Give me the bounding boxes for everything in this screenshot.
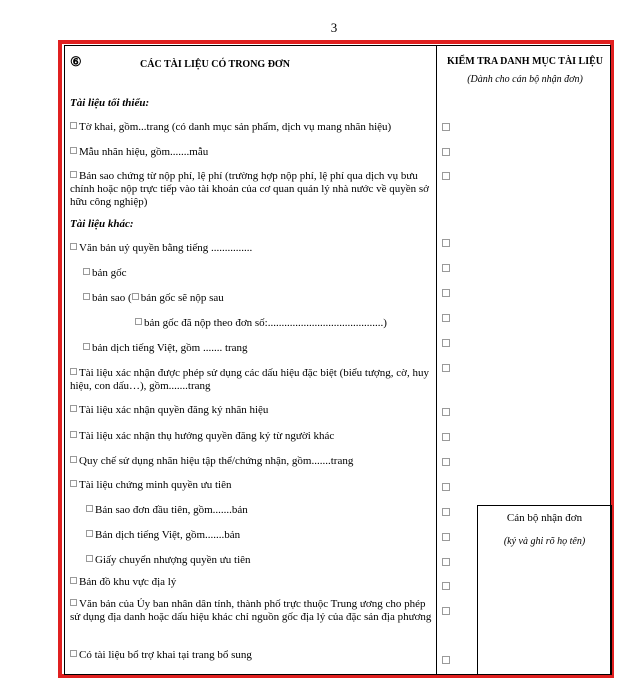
right-column-subtitle: (Dành cho cán bộ nhận đơn)	[467, 74, 583, 85]
item-ban-dich-uu-tien[interactable]: Bản dịch tiếng Việt, gồm.......bản	[86, 529, 240, 542]
check-box-ban-dich-uu-tien[interactable]	[442, 533, 450, 541]
checkbox-icon[interactable]	[86, 505, 93, 512]
checkbox-icon[interactable]	[135, 318, 142, 325]
check-box-to-khai[interactable]	[442, 123, 450, 131]
check-box-ban-dich-tieng-viet[interactable]	[442, 339, 450, 347]
checkbox-icon[interactable]	[70, 577, 77, 584]
item-ban-goc[interactable]: bản gốc	[83, 267, 127, 280]
checkbox-icon[interactable]	[83, 268, 90, 275]
check-box-van-ban-uy-quyen[interactable]	[442, 239, 450, 247]
item-uu-tien[interactable]: Tài liệu chứng minh quyền ưu tiên	[70, 479, 231, 492]
checkbox-icon[interactable]	[70, 650, 77, 657]
item-ban-dich-tieng-viet[interactable]: bản dịch tiếng Việt, gồm ....... trang	[83, 342, 248, 355]
check-box-giay-chuyen-nhuong[interactable]	[442, 558, 450, 566]
column-divider	[436, 45, 437, 675]
checkbox-icon[interactable]	[70, 147, 77, 154]
checkbox-icon[interactable]	[132, 293, 139, 300]
checkbox-icon[interactable]	[70, 456, 77, 463]
item-dau-hieu-dac-biet[interactable]: Tài liệu xác nhận được phép sử dụng các dấu hiệu đặc biệt (biểu tượng, cờ, huy hiệu, con dấu…), gồm.......trang	[70, 367, 429, 392]
checkbox-icon[interactable]	[86, 555, 93, 562]
checkbox-icon[interactable]	[70, 171, 77, 178]
check-box-quy-che[interactable]	[442, 458, 450, 466]
left-column-header: CÁC TÀI LIỆU CÓ TRONG ĐƠN	[140, 59, 290, 70]
checkbox-icon[interactable]	[70, 480, 77, 487]
checkbox-icon[interactable]	[70, 599, 77, 606]
checkbox-icon[interactable]	[70, 122, 77, 129]
receiver-title: Cán bộ nhận đơn	[506, 512, 583, 524]
checkbox-icon[interactable]	[70, 405, 77, 412]
check-box-uu-tien[interactable]	[442, 483, 450, 491]
check-box-van-ban-uy-ban[interactable]	[442, 607, 450, 615]
item-ban-sao-don-dau-tien[interactable]: Bản sao đơn đầu tiên, gồm.......bản	[86, 504, 248, 517]
item-mau-nhan-hieu[interactable]: Mẫu nhãn hiệu, gồm.......mẫu	[70, 146, 208, 159]
item-ban-do[interactable]: Bản đồ khu vực địa lý	[70, 576, 176, 589]
check-box-thu-huong[interactable]	[442, 433, 450, 441]
check-box-ban-sao-don-dau-tien[interactable]	[442, 508, 450, 516]
item-giay-chuyen-nhuong[interactable]: Giấy chuyển nhượng quyền ưu tiên	[86, 554, 251, 567]
item-quyen-dang-ky[interactable]: Tài liệu xác nhận quyền đăng ký nhãn hiệu	[70, 404, 268, 417]
page-number: 3	[330, 20, 338, 35]
item-bo-tro[interactable]: Có tài liệu bổ trợ khai tại trang bổ sung	[70, 649, 252, 662]
check-box-ban-sao-chung-tu[interactable]	[442, 172, 450, 180]
check-box-ban-do[interactable]	[442, 582, 450, 590]
section-number-badge: ⑥	[70, 54, 82, 69]
check-box-mau-nhan-hieu[interactable]	[442, 148, 450, 156]
min-docs-heading: Tài liệu tối thiểu:	[70, 97, 150, 109]
check-box-ban-sao[interactable]	[442, 289, 450, 297]
check-box-ban-goc-da-nop[interactable]	[442, 314, 450, 322]
item-van-ban-uy-ban[interactable]: Văn bản của Ủy ban nhân dân tỉnh, thành phố trực thuộc Trung ương cho phép sử dụng địa danh hoặc dấu hiệu khác chỉ nguồn gốc địa lý của đặc sản địa phương	[70, 598, 432, 623]
item-van-ban-uy-quyen[interactable]: Văn bản uỷ quyền bằng tiếng ...............	[70, 242, 252, 255]
check-box-dau-hieu-dac-biet[interactable]	[442, 364, 450, 372]
checkbox-icon[interactable]	[70, 431, 77, 438]
other-docs-heading: Tài liệu khác:	[70, 218, 134, 230]
checkbox-icon[interactable]	[83, 343, 90, 350]
item-ban-sao[interactable]: bản sao ( bản gốc sẽ nộp sau	[83, 292, 224, 305]
checkbox-icon[interactable]	[70, 368, 77, 375]
receiver-note: (ký và ghi rõ họ tên)	[503, 536, 586, 547]
item-quy-che[interactable]: Quy chế sử dụng nhãn hiệu tập thể/chứng nhận, gồm.......trang	[70, 455, 353, 468]
item-thu-huong[interactable]: Tài liệu xác nhận thụ hưởng quyền đăng ký từ người khác	[70, 430, 334, 443]
checkbox-icon[interactable]	[86, 530, 93, 537]
checkbox-icon[interactable]	[70, 243, 77, 250]
item-ban-goc-da-nop[interactable]: bản gốc đã nộp theo đơn số:..........................................)	[135, 317, 387, 330]
item-to-khai[interactable]: Tờ khai, gồm...trang (có danh mục sản phẩm, dịch vụ mang nhãn hiệu)	[70, 121, 391, 134]
check-box-bo-tro[interactable]	[442, 656, 450, 664]
right-column-header: KIỂM TRA DANH MỤC TÀI LIỆU	[446, 56, 604, 67]
receiver-signature-box[interactable]	[477, 505, 612, 675]
check-box-ban-goc[interactable]	[442, 264, 450, 272]
check-box-quyen-dang-ky[interactable]	[442, 408, 450, 416]
item-ban-sao-chung-tu[interactable]: Bản sao chứng từ nộp phí, lệ phí (trường hợp nộp phí, lệ phí qua dịch vụ bưu chính hoặc nộp trực tiếp vào tài khoản của cơ quan quản lý nhà nước về quyền sở hữu công nghiệp)	[70, 170, 429, 208]
checkbox-icon[interactable]	[83, 293, 90, 300]
